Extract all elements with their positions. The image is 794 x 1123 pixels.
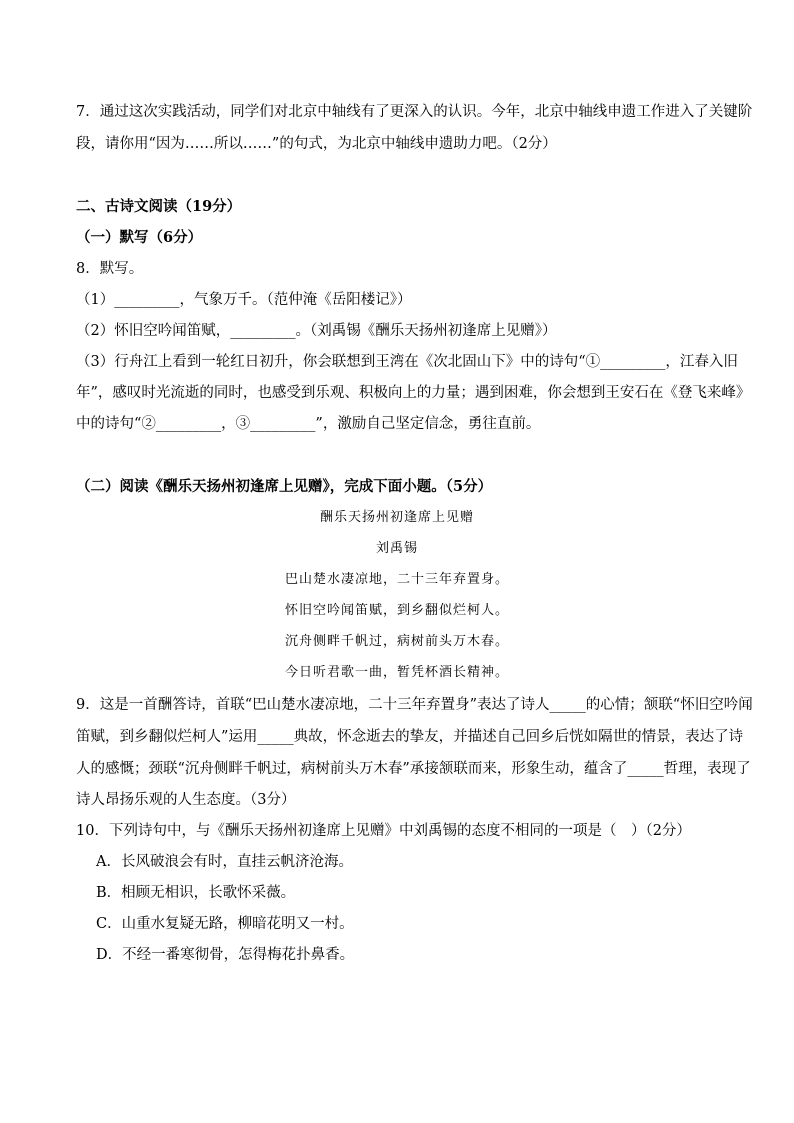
poem-line-1: 巴山楚水凄凉地，二十三年弃置身。	[284, 572, 509, 587]
q8-item-3-line-1: （3）行舟江上看到一轮红日初升，你会联想到王湾在《次北固山下》中的诗句“①_________，江春入旧	[76, 354, 738, 370]
q10-stem: 10．下列诗句中，与《酬乐天扬州初逢席上见赠》中刘禹锡的态度不相同的一项是（ ）（2分）	[76, 823, 691, 839]
q8-item-1: （1）_________，气象万千。（范仲淹《岳阳楼记》）	[76, 292, 412, 308]
q9-line-4: 诗人昂扬乐观的人生态度。（3分）	[76, 792, 296, 808]
q8-item-2: （2）怀旧空吟闻笛赋，_________。（刘禹锡《酬乐天扬州初逢席上见赠》）	[76, 323, 557, 339]
q7-line-1: 7．通过这次实践活动，同学们对北京中轴线有了更深入的认识。今年，北京中轴线申遗工作进入了关键阶	[76, 104, 753, 120]
q9-line-2: 笛赋，到乡翻似烂柯人”运用_____典故，怀念逝去的挚友，并描述自己回乡后恍如隔世的情景，表达了诗	[76, 729, 744, 745]
poem-line-2: 怀旧空吟闻笛赋，到乡翻似烂柯人。	[284, 603, 509, 618]
poem-author: 刘禹锡	[375, 541, 418, 556]
q8-item-3-line-2: 年”，感叹时光流逝的同时，也感受到乐观、积极向上的力量；遇到困难，你会想到王安石在《登飞来峰》	[76, 385, 751, 401]
q10-option-c: C．山重水复疑无路，柳暗花明又一村。	[96, 916, 354, 932]
q8-stem: 8．默写。	[76, 261, 144, 277]
q10-option-a: A．长风破浪会有时，直挂云帆济沧海。	[96, 854, 353, 870]
q7-line-2: 段，请你用“因为……所以……”的句式，为北京中轴线申遗助力吧。（2分）	[76, 136, 557, 152]
part1-title: （一）默写（6分）	[76, 229, 203, 246]
part2-title: （二）阅读《酬乐天扬州初逢席上见赠》，完成下面小题。（5分）	[76, 478, 493, 495]
q9-line-3: 人的感慨；颈联“沉舟侧畔千帆过，病树前头万木春”承接颔联而来，形象生动，蕴含了_____哲理，表现了	[76, 761, 751, 777]
q10-option-d: D．不经一番寒彻骨，怎得梅花扑鼻香。	[96, 947, 355, 963]
poem-line-3: 沉舟侧畔千帆过，病树前头万木春。	[284, 634, 509, 649]
poem-line-4: 今日听君歌一曲，暂凭杯酒长精神。	[284, 665, 509, 680]
q10-option-b: B．相顾无相识，长歌怀采薇。	[96, 885, 296, 901]
q9-line-1: 9．这是一首酬答诗，首联“巴山楚水凄凉地，二十三年弃置身”表达了诗人_____的心情；颔联“怀旧空吟闻	[76, 697, 753, 713]
q8-item-3-line-3: 中的诗句“②_________，③_________”，激励自己坚定信念，勇往直前。	[76, 416, 541, 432]
poem-title: 酬乐天扬州初逢席上见赠	[319, 510, 474, 525]
section-title: 二、古诗文阅读（19分）	[76, 198, 242, 215]
